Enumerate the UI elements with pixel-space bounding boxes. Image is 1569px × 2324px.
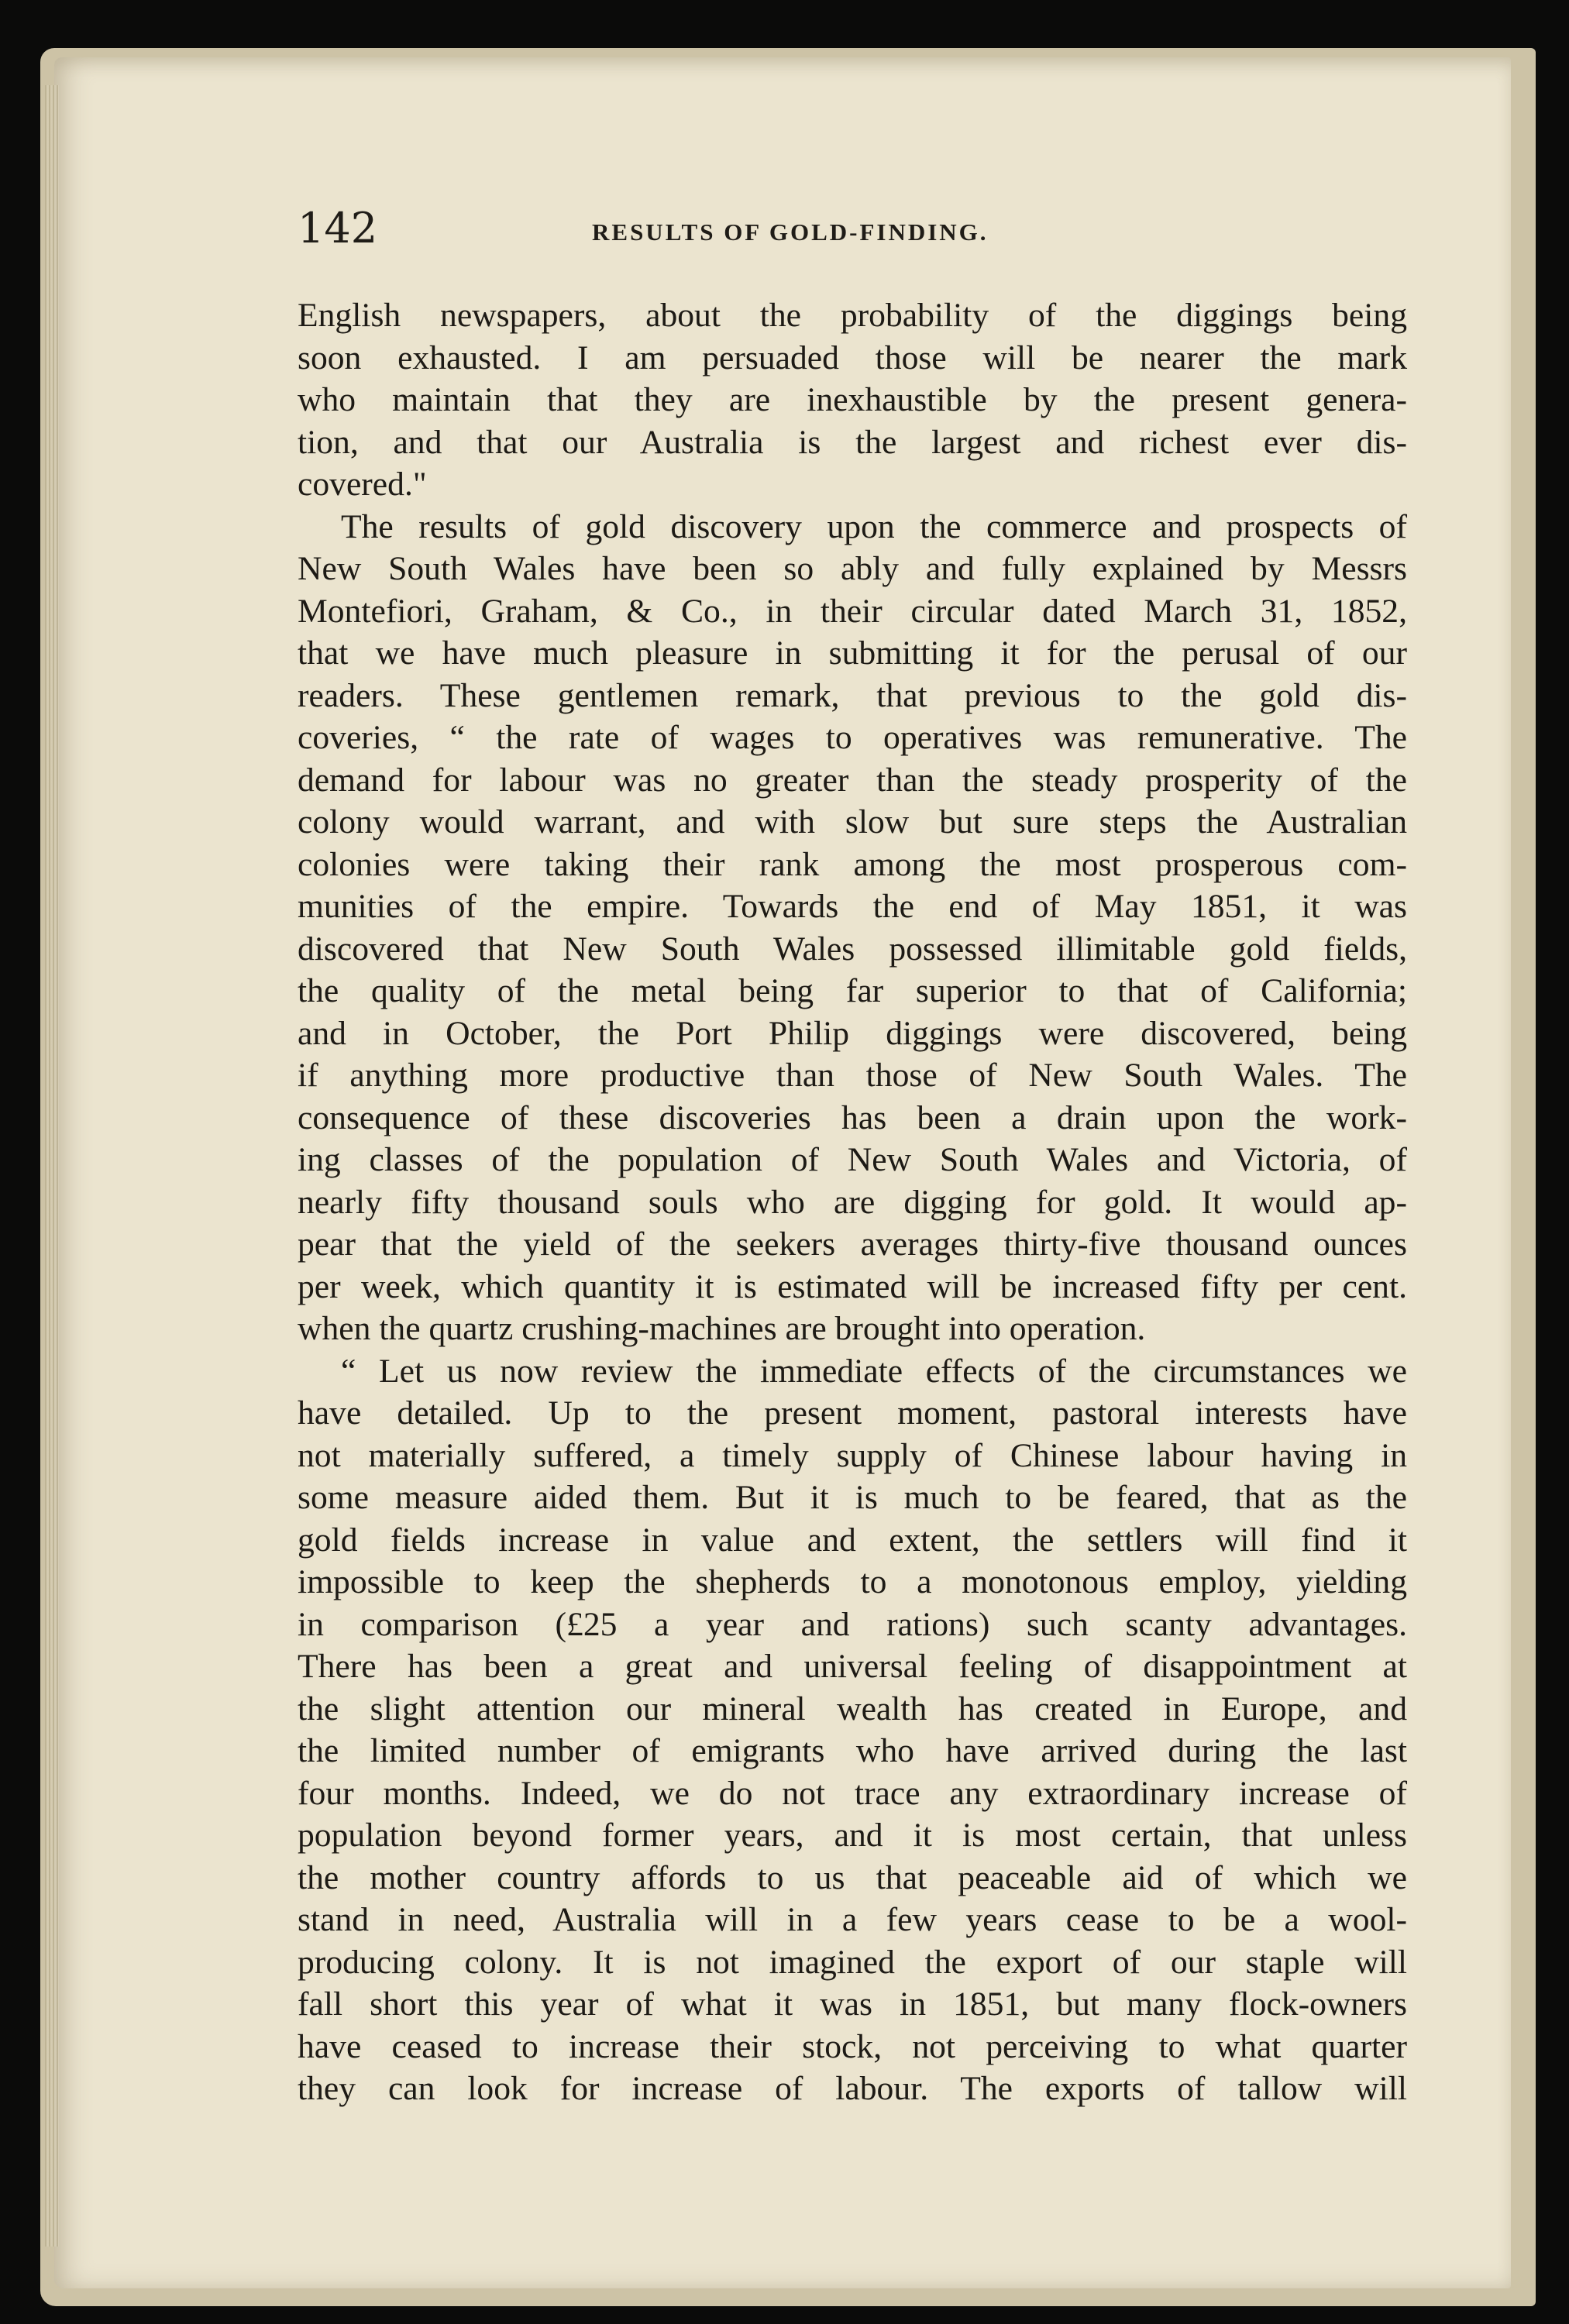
text-line: population beyond former years, and it is most certain, that unless: [298, 1817, 1407, 1854]
text-line: four months. Indeed, we do not trace any extraordinary increase of: [298, 1774, 1407, 1812]
text-line: New South Wales have been so ably and fully explained by Messrs: [298, 550, 1407, 587]
text-line: per week, which quantity it is estimated will be increased fifty per cent.: [298, 1267, 1407, 1305]
text-line: have detailed. Up to the present moment, pastoral interests have: [298, 1394, 1407, 1432]
text-line: demand for labour was no greater than the steady prosperity of the: [298, 761, 1407, 799]
text-line: “ Let us now review the immediate effects of the circumstances we: [341, 1352, 1407, 1390]
text-line: consequence of these discoveries has been a drain upon the work-: [298, 1098, 1407, 1136]
text-line: nearly fifty thousand souls who are digging for gold. It would ap-: [298, 1183, 1407, 1221]
text-line: and in October, the Port Philip diggings were discovered, being: [298, 1014, 1407, 1052]
page-edges: [45, 85, 59, 2247]
text-line: discovered that New South Wales possessed illimitable gold fields,: [298, 930, 1407, 968]
text-line: some measure aided them. But it is much to be feared, that as the: [298, 1479, 1407, 1516]
text-line: pear that the yield of the seekers averages thirty-five thousand ounces: [298, 1226, 1407, 1263]
page-heading: RESULTS OF GOLD-FINDING.: [592, 218, 989, 246]
text-line: stand in need, Australia will in a few years cease to be a wool-: [298, 1901, 1407, 1938]
text-line: the slight attention our mineral wealth has created in Europe, and: [298, 1690, 1407, 1728]
text-line: the quality of the metal being far superior to that of California;: [298, 972, 1407, 1009]
text-line: There has been a great and universal feeling of disappointment at: [298, 1648, 1407, 1685]
body-text: [298, 294, 1407, 2110]
text-line: fall short this year of what it was in 1851, but many flock-owners: [298, 1985, 1407, 2023]
text-line: soon exhausted. I am persuaded those will be nearer the mark: [298, 339, 1407, 376]
text-line: readers. These gentlemen remark, that previous to the gold dis-: [298, 676, 1407, 714]
text-line: in comparison (£25 a year and rations) such scanty advantages.: [298, 1605, 1407, 1643]
text-line: if anything more productive than those of New South Wales. The: [298, 1057, 1407, 1094]
text-line: colony would warrant, and with slow but sure steps the Australian: [298, 803, 1407, 841]
text-line: the limited number of emigrants who have arrived during the last: [298, 1732, 1407, 1769]
text-line: have ceased to increase their stock, not perceiving to what quarter: [298, 2027, 1407, 2065]
text-line: producing colony. It is not imagined the export of our staple will: [298, 1943, 1407, 1981]
text-line: that we have much pleasure in submitting it for the perusal of our: [298, 634, 1407, 672]
text-line: covered.": [298, 466, 427, 503]
page-number: 142: [298, 204, 378, 253]
text-line: tion, and that our Australia is the largest and richest ever dis-: [298, 423, 1407, 461]
text-line: English newspapers, about the probability of the diggings being: [298, 297, 1407, 334]
text-line: the mother country affords to us that peaceable aid of which we: [298, 1858, 1407, 1896]
text-line: not materially suffered, a timely supply of Chinese labour having in: [298, 1436, 1407, 1474]
text-line: gold fields increase in value and extent, the settlers will find it: [298, 1521, 1407, 1559]
text-line: they can look for increase of labour. The exports of tallow will: [298, 2070, 1407, 2107]
text-line: ing classes of the population of New South Wales and Victoria, of: [298, 1141, 1407, 1178]
running-head: [298, 201, 1413, 256]
text-line: when the quartz crushing-machines are brought into operation.: [298, 1310, 1146, 1347]
text-line: The results of gold discovery upon the commerce and prospects of: [341, 507, 1407, 545]
text-line: impossible to keep the shepherds to a monotonous employ, yielding: [298, 1563, 1407, 1600]
text-line: who maintain that they are inexhaustible by the present genera-: [298, 381, 1407, 418]
text-line: colonies were taking their rank among the most prosperous com-: [298, 845, 1407, 883]
text-line: coveries, “ the rate of wages to operatives was remunerative. The: [298, 719, 1407, 756]
text-line: munities of the empire. Towards the end of May 1851, it was: [298, 888, 1407, 925]
text-line: Montefiori, Graham, & Co., in their circular dated March 31, 1852,: [298, 592, 1407, 630]
